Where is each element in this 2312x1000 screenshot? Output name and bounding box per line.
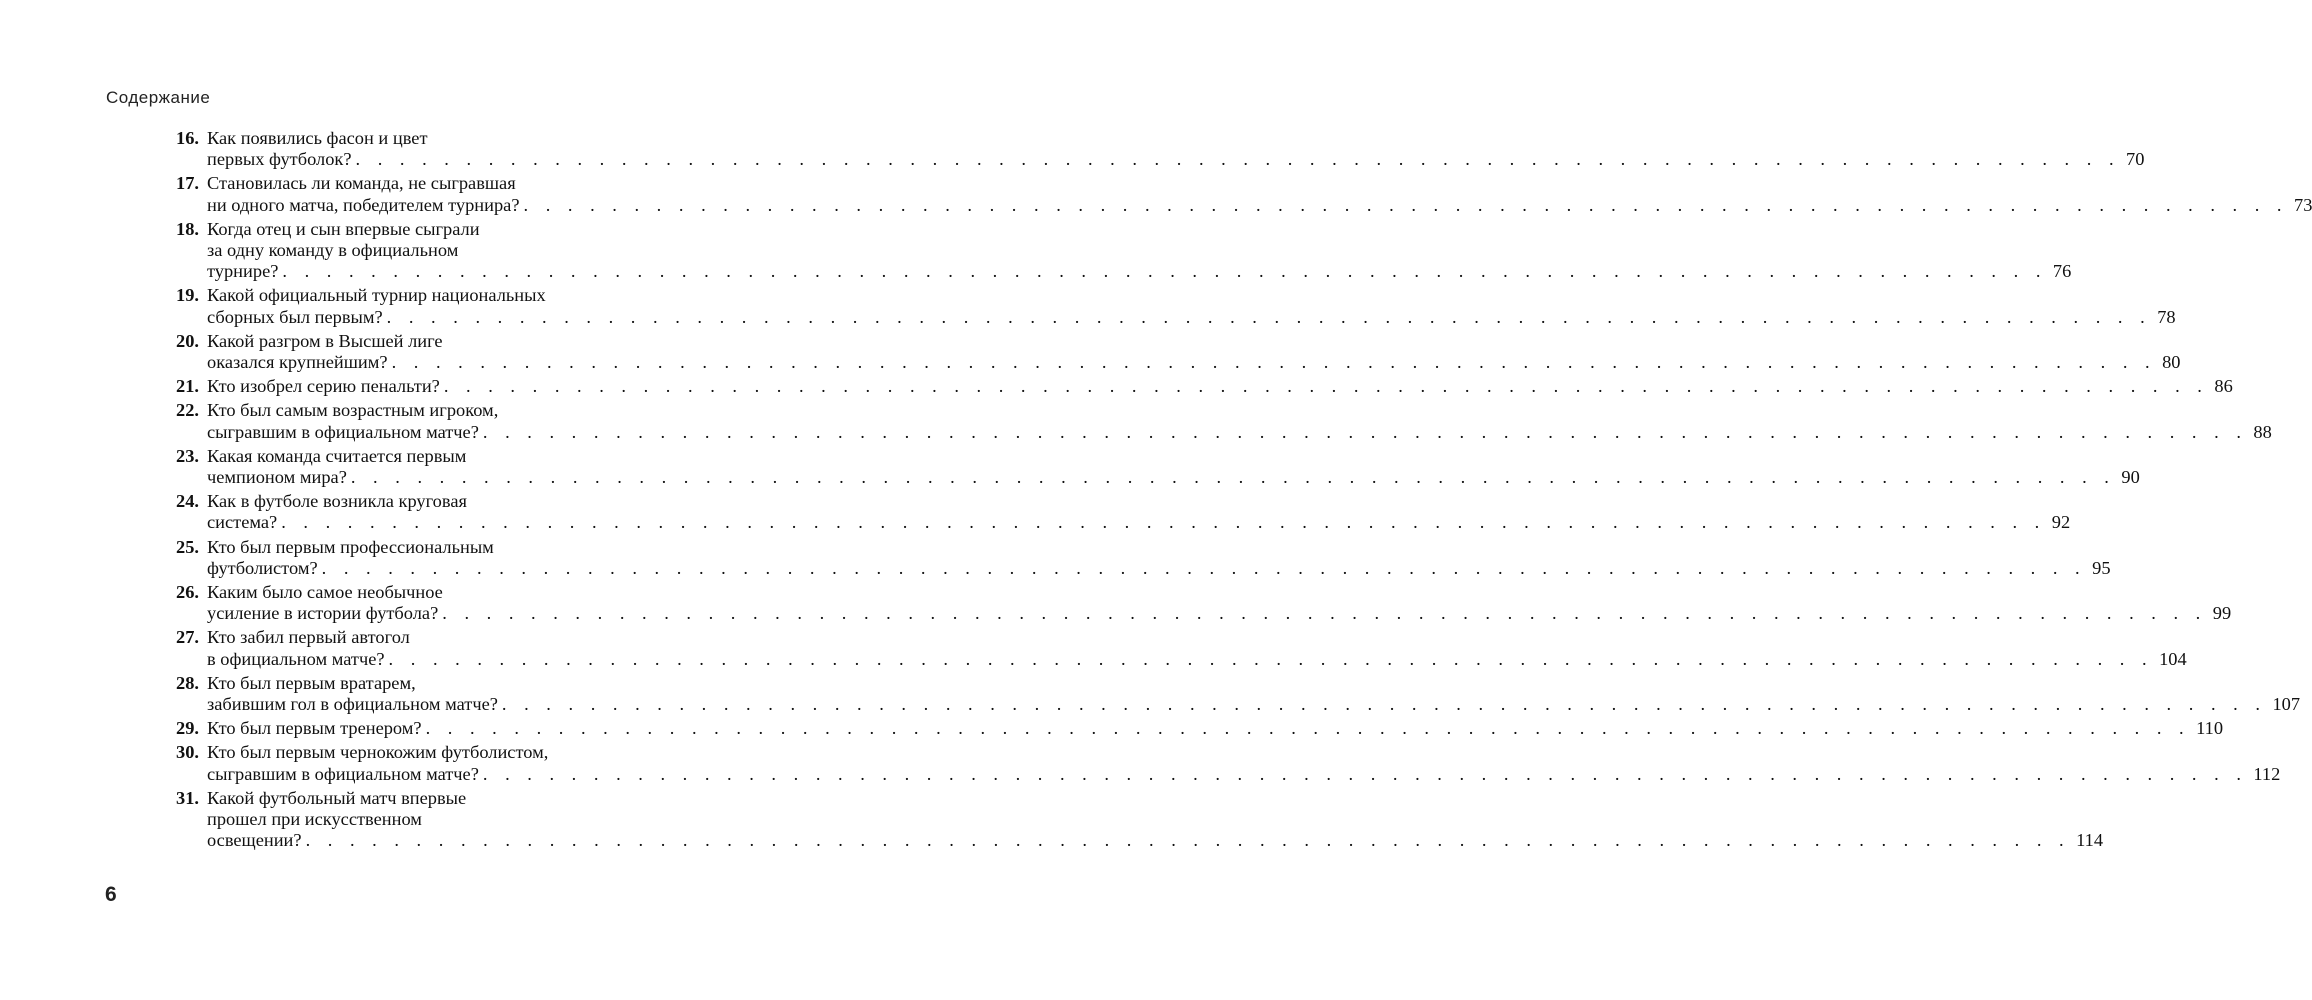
- toc-entry-title: турнире?: [207, 261, 279, 282]
- toc-entry-title: в официальном матче?: [207, 648, 385, 669]
- toc-entry-page: 114: [2076, 830, 2104, 851]
- toc-entry-line: [176, 582, 692, 603]
- toc-entry-line: [176, 603, 2232, 624]
- toc-entry-line: [176, 718, 2224, 739]
- toc-entry-page: 92: [2051, 512, 2071, 533]
- toc-entry: [176, 536, 2111, 579]
- toc-entry-page: 95: [2092, 557, 2111, 578]
- toc-entry-number: 27.: [176, 627, 199, 648]
- toc-entry-line: [176, 128, 692, 149]
- dot-leader: . . . . . . . . . . . . . . . . . . . . . . . . . . . . . . . . . . . . . . . . . . . . . . . . . . . . . . . . . . . . . . . . . . . . . . . . . . . . . . . .: [391, 352, 2157, 373]
- toc-entry-line: [176, 261, 2072, 282]
- toc-entry: [176, 376, 2233, 397]
- toc-entry-number: 30.: [176, 742, 199, 763]
- toc-entry-page: 86: [2214, 376, 2233, 397]
- toc-entry-page: 73: [2294, 194, 2312, 215]
- toc-entry-line: [176, 400, 692, 421]
- dot-leader: . . . . . . . . . . . . . . . . . . . . . . . . . . . . . . . . . . . . . . . . . . . . . . . . . . . . . . . . . . . . . . . . . . . . . . . . . . . . . . . .: [388, 648, 2154, 669]
- toc-entry-line: [176, 173, 692, 194]
- toc-entry-title: Как в футболе возникла круговая: [207, 491, 467, 512]
- toc-entry-page: 70: [2126, 149, 2145, 170]
- toc-entry-title: сыгравшим в официальном матче?: [207, 421, 479, 442]
- dot-leader: . . . . . . . . . . . . . . . . . . . . . . . . . . . . . . . . . . . . . . . . . . . . . . . . . . . . . . . . . . . . . . . . . . . . . . . . . . . . . . . .: [501, 694, 2267, 715]
- toc-entry-line: [176, 446, 692, 467]
- dot-leader: . . . . . . . . . . . . . . . . . . . . . . . . . . . . . . . . . . . . . . . . . . . . . . . . . . . . . . . . . . . . . . . . . . . . . . . . . . . . . . . .: [523, 194, 2289, 215]
- toc-entry-title: Кто был первым профессиональным: [207, 536, 494, 557]
- toc-entry-title: первых футболок?: [207, 149, 352, 170]
- toc-entry-title: ни одного матча, победителем турнира?: [207, 194, 520, 215]
- toc-entry-title: чемпионом мира?: [207, 467, 347, 488]
- toc-entry-line: [176, 491, 692, 512]
- toc-entry-title: футболистом?: [207, 557, 318, 578]
- table-of-contents: [176, 128, 2312, 855]
- toc-entry-line: [176, 376, 2233, 397]
- toc-entry-line: [176, 467, 2140, 488]
- toc-entry-title: Каким было самое необычное: [207, 582, 443, 603]
- toc-entry-line: [176, 352, 2181, 373]
- toc-entry-line: [176, 742, 692, 763]
- toc-entry-title: Какой разгром в Высшей лиге: [207, 330, 443, 351]
- toc-entry-number: 29.: [176, 718, 199, 739]
- toc-entry-line: [176, 673, 692, 694]
- dot-leader: . . . . . . . . . . . . . . . . . . . . . . . . . . . . . . . . . . . . . . . . . . . . . . . . . . . . . . . . . . . . . . . . . . . . . . . . . . . . . . . .: [355, 149, 2121, 170]
- toc-entry-page: 112: [2253, 763, 2281, 784]
- toc-entry-title: Кто был первым тренером?: [207, 718, 422, 739]
- toc-entry: [176, 445, 2140, 488]
- toc-entry-line: [176, 194, 2312, 216]
- toc-entry-line: [176, 763, 2281, 785]
- toc-entry-title: Кто забил первый автогол: [207, 627, 410, 648]
- toc-entry-title: Кто изобрел серию пенальти?: [207, 376, 440, 397]
- toc-entry-line: [176, 627, 692, 648]
- toc-entry: [176, 285, 2176, 327]
- toc-entry-line: [176, 537, 692, 558]
- toc-entry-title: прошел при искусственном: [207, 809, 422, 830]
- toc-entry-title: Кто был первым чернокожим футболистом,: [207, 742, 549, 763]
- toc-entry-title: система?: [207, 512, 278, 533]
- toc-entry-line: [176, 809, 692, 830]
- dot-leader: . . . . . . . . . . . . . . . . . . . . . . . . . . . . . . . . . . . . . . . . . . . . . . . . . . . . . . . . . . . . . . . . . . . . . . . . . . . . . . . .: [350, 467, 2116, 488]
- toc-entry-number: 26.: [176, 582, 199, 603]
- toc-entry: [176, 582, 2232, 624]
- toc-entry-page: 110: [2196, 718, 2224, 739]
- dot-leader: . . . . . . . . . . . . . . . . . . . . . . . . . . . . . . . . . . . . . . . . . . . . . . . . . . . . . . . . . . . . . . . . . . . . . . . . . . . . . . . .: [386, 306, 2152, 327]
- dot-leader: . . . . . . . . . . . . . . . . . . . . . . . . . . . . . . . . . . . . . . . . . . . . . . . . . . . . . . . . . . . . . . . . . . . . . . . . . . . . . . . .: [482, 421, 2248, 442]
- dot-leader: . . . . . . . . . . . . . . . . . . . . . . . . . . . . . . . . . . . . . . . . . . . . . . . . . . . . . . . . . . . . . . . . . . . . . . . . . . . . . . . .: [305, 830, 2071, 851]
- toc-entry: [176, 173, 2312, 215]
- toc-entry-number: 17.: [176, 173, 199, 194]
- toc-entry-number: 24.: [176, 491, 199, 512]
- toc-entry-line: [176, 648, 2187, 670]
- toc-entry-line: [176, 285, 692, 306]
- toc-entry-number: 25.: [176, 536, 199, 557]
- toc-entry-line: [176, 240, 692, 261]
- toc-entry-line: [176, 557, 2111, 579]
- toc-entry: [176, 400, 2272, 442]
- toc-entry: [176, 128, 2145, 170]
- toc-entry-line: [176, 694, 2301, 715]
- toc-entry-page: 99: [2212, 603, 2232, 624]
- toc-entry: [176, 218, 2072, 283]
- toc-entry-title: сборных был первым?: [207, 306, 383, 327]
- toc-entry-title: Становилась ли команда, не сыгравшая: [207, 173, 516, 194]
- toc-entry-page: 90: [2121, 467, 2140, 488]
- dot-leader: . . . . . . . . . . . . . . . . . . . . . . . . . . . . . . . . . . . . . . . . . . . . . . . . . . . . . . . . . . . . . . . . . . . . . . . . . . . . . . . .: [282, 261, 2047, 282]
- toc-entry: [176, 742, 2281, 784]
- toc-entry-title: Какой футбольный матч впервые: [207, 787, 467, 808]
- toc-entry-title: Когда отец и сын впервые сыграли: [207, 218, 480, 239]
- toc-entry-page: 104: [2159, 648, 2187, 669]
- dot-leader: . . . . . . . . . . . . . . . . . . . . . . . . . . . . . . . . . . . . . . . . . . . . . . . . . . . . . . . . . . . . . . . . . . . . . . . . . . . . . . . .: [443, 376, 2209, 397]
- toc-entry: [176, 627, 2187, 669]
- toc-entry-title: за одну команду в официальном: [207, 240, 459, 261]
- page-header: Содержание: [106, 88, 211, 107]
- toc-entry-number: 22.: [176, 400, 199, 421]
- toc-entry-title: Как появились фасон и цвет: [207, 128, 428, 148]
- toc-entry-page: 88: [2253, 421, 2272, 442]
- dot-leader: . . . . . . . . . . . . . . . . . . . . . . . . . . . . . . . . . . . . . . . . . . . . . . . . . . . . . . . . . . . . . . . . . . . . . . . . . . . . . . . .: [482, 763, 2248, 784]
- toc-entry-number: 28.: [176, 672, 199, 693]
- toc-entry-line: [176, 421, 2272, 443]
- toc-entry-line: [176, 149, 2145, 170]
- toc-entry-page: 107: [2272, 694, 2301, 715]
- toc-entry-title: сыгравшим в официальном матче?: [207, 763, 479, 784]
- toc-entry: [176, 330, 2181, 373]
- toc-entry-title: Кто был самым возрастным игроком,: [207, 400, 499, 421]
- toc-entry-line: [176, 331, 692, 352]
- toc-entry: [176, 491, 2071, 533]
- toc-entry-number: 18.: [176, 218, 199, 239]
- toc-entry: [176, 787, 2104, 852]
- toc-entry-title: усиление в истории футбола?: [207, 603, 439, 624]
- toc-entry-number: 20.: [176, 330, 199, 351]
- toc-entry-title: Какой официальный турнир национальных: [207, 285, 546, 306]
- toc-entry-page: 80: [2162, 352, 2181, 373]
- dot-leader: . . . . . . . . . . . . . . . . . . . . . . . . . . . . . . . . . . . . . . . . . . . . . . . . . . . . . . . . . . . . . . . . . . . . . . . . . . . . . . . .: [321, 557, 2087, 578]
- dot-leader: . . . . . . . . . . . . . . . . . . . . . . . . . . . . . . . . . . . . . . . . . . . . . . . . . . . . . . . . . . . . . . . . . . . . . . . . . . . . . . . .: [442, 603, 2207, 624]
- toc-entry-number: 16.: [176, 128, 199, 148]
- toc-entry-line: [176, 219, 692, 240]
- toc-entry-number: 31.: [176, 787, 199, 808]
- dot-leader: . . . . . . . . . . . . . . . . . . . . . . . . . . . . . . . . . . . . . . . . . . . . . . . . . . . . . . . . . . . . . . . . . . . . . . . . . . . . . . . .: [281, 512, 2046, 533]
- toc-entry: [176, 718, 2224, 739]
- toc-entry: [176, 672, 2301, 715]
- toc-entry-line: [176, 788, 692, 809]
- toc-entry-number: 21.: [176, 376, 199, 397]
- page-number: 6: [105, 883, 117, 906]
- toc-entry-line: [176, 306, 2176, 328]
- toc-entry-title: забившим гол в официальном матче?: [207, 694, 498, 715]
- dot-leader: . . . . . . . . . . . . . . . . . . . . . . . . . . . . . . . . . . . . . . . . . . . . . . . . . . . . . . . . . . . . . . . . . . . . . . . . . . . . . . . .: [425, 718, 2191, 739]
- toc-entry-title: оказался крупнейшим?: [207, 352, 388, 373]
- toc-entry-number: 23.: [176, 445, 199, 466]
- toc-entry-line: [176, 830, 2104, 851]
- toc-entry-title: Какая команда считается первым: [207, 445, 467, 466]
- toc-entry-page: 76: [2052, 261, 2072, 282]
- toc-entry-title: освещении?: [207, 830, 302, 851]
- toc-entry-line: [176, 512, 2071, 533]
- toc-entry-number: 19.: [176, 285, 199, 306]
- toc-entry-title: Кто был первым вратарем,: [207, 672, 416, 693]
- toc-entry-page: 78: [2157, 306, 2176, 327]
